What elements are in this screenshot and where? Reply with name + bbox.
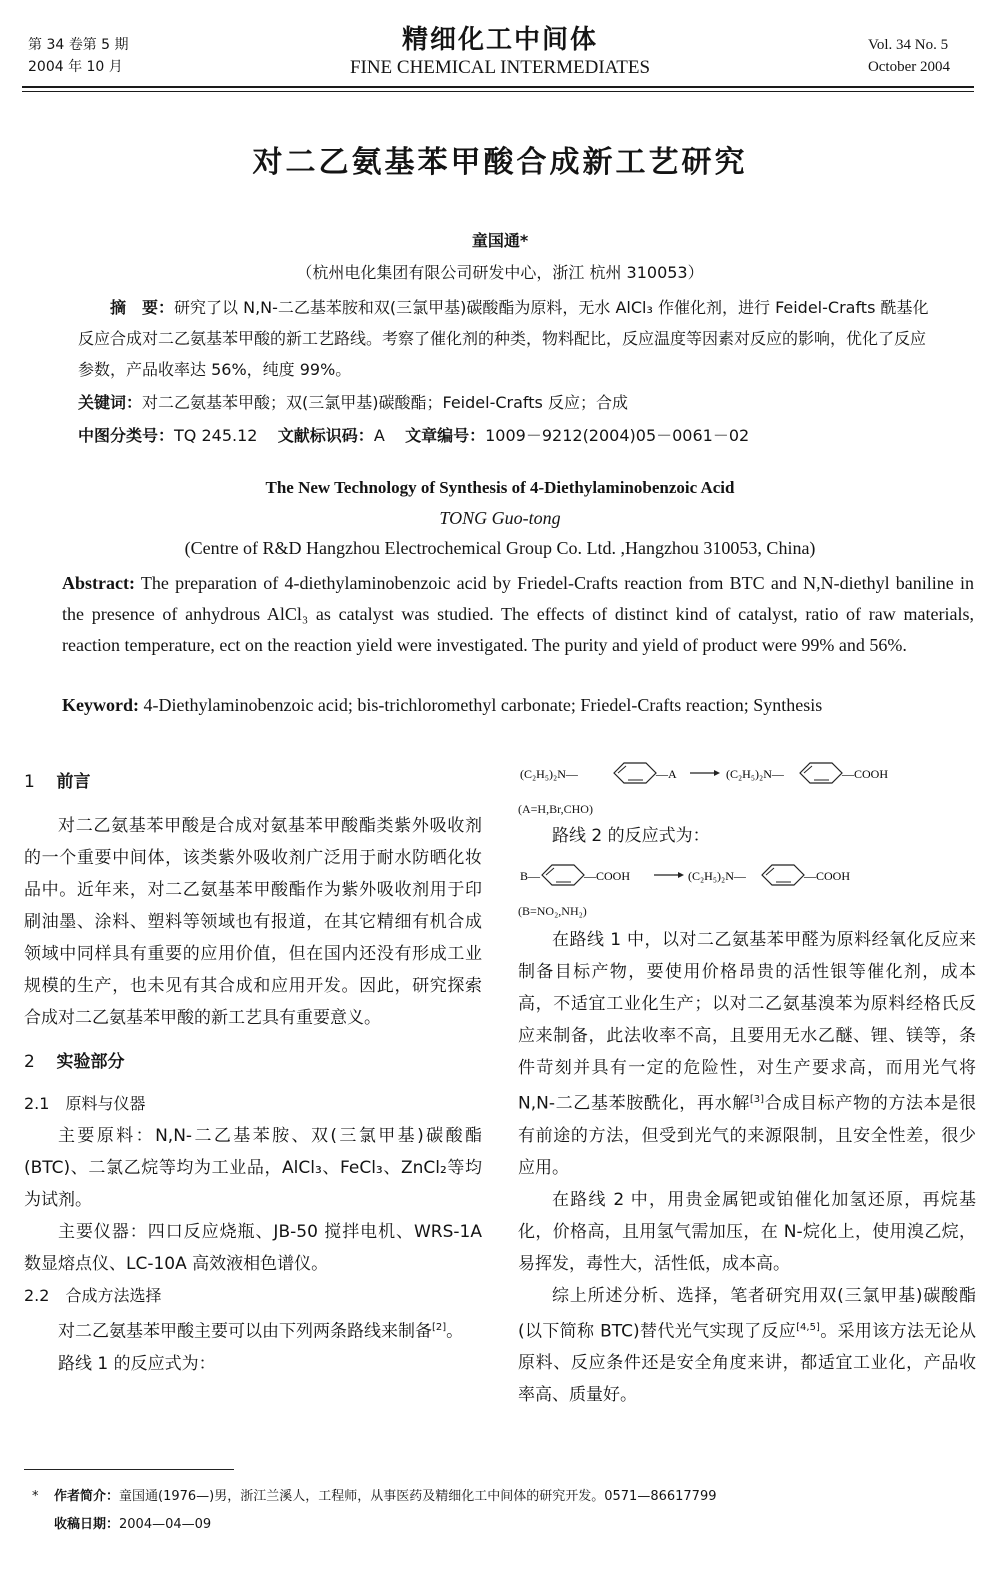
date-cn: 2004 年 10 月 bbox=[28, 59, 123, 75]
footnote-mark: * bbox=[32, 1489, 39, 1504]
section-2-heading bbox=[24, 1046, 482, 1078]
route-2-equation bbox=[518, 860, 978, 900]
header-rule-thin bbox=[22, 91, 974, 92]
keywords-en-text: 4-Diethylaminobenzoic acid; bis-trichloromethyl carbonate; Friedel-Crafts reaction; Synthesis bbox=[138, 695, 823, 715]
affiliation-cn: （杭州电化集团有限公司研发中心，浙江 杭州 310053） bbox=[296, 263, 704, 282]
left-column bbox=[24, 766, 482, 1380]
date-en: October 2004 bbox=[867, 59, 950, 75]
route-1-discussion bbox=[518, 924, 976, 1184]
abstract-en-text: The preparation of 4-diethylaminobenzoic acid by Friedel-Crafts reaction from BTC and N,N-diethyl baniline in the presence of anhydrous AlCl₃ as catalyst was studied. The effects of distinct kind of catalyst, ratio of raw materials, reaction temperature, ect on the reaction yield were investigated. The purity and yield of product were 99% and 56%. bbox=[62, 573, 974, 655]
author-cn: 童国通* bbox=[471, 231, 529, 250]
citation-2: [2] bbox=[432, 1322, 447, 1333]
abstract-cn-text: 研究了以 N,N-二乙基苯胺和双(三氯甲基)碳酸酯为原料，无水 AlCl₃ 作催化剂，进行 Feidel-Crafts 酰基化反应合成对二乙氨基苯甲酸的新工艺路线。考察了催化剂的种类，物料配比，反应温度等因素对反应的影响，优化了反应参数，产品收率达 56%，纯度 99%。 bbox=[78, 298, 929, 379]
route-1-equation bbox=[518, 758, 978, 798]
route-1-discussion-b: 合成目标产物的方法本是很有前途的方法，但受到光气的来源限制，且安全性差，很少应用。 bbox=[518, 1093, 976, 1178]
paper-title-en: The New Technology of Synthesis of 4-Diethylaminobenzoic Acid bbox=[265, 478, 735, 497]
section-2-1-materials: 主要原料：N,N-二乙基苯胺、双(三氯甲基)碳酸酯(BTC)、二氯乙烷等均为工业品，AlCl₃、FeCl₃、ZnCl₂等均为试剂。 bbox=[24, 1126, 482, 1210]
author-bio bbox=[32, 1483, 717, 1511]
abstract-cn-block bbox=[78, 292, 938, 451]
section-1-paragraph: 对二乙氨基苯甲酸是合成对氨基苯甲酸酯类紫外吸收剂的一个重要中间体，该类紫外吸收剂广泛用于耐水防晒化妆品中。近年来，对二乙氨基苯甲酸酯作为紫外吸收剂用于印刷油墨、涂料、塑料等领域也有报道，在其它精细有机合成领域中同样具有重要的应用价值，但在国内还没有形成工业规模的生产，也未见有其合成和应用开发。因此，研究探索合成对二乙氨基苯甲酸的新工艺具有重要意义。 bbox=[24, 816, 482, 1028]
route-2-discussion: 在路线 2 中，用贵金属钯或铂催化加氢还原，再烷基化，价格高，且用氢气需加压，在 N-烷化上，使用溴乙烷，易挥发，毒性大，活性低，成本高。 bbox=[518, 1189, 976, 1274]
doc-code-value: A bbox=[373, 426, 385, 445]
volume-en: Vol. 34 No. 5 bbox=[867, 37, 949, 53]
author-bio-text: 童国通(1976—)男，浙江兰溪人，工程师，从事医药及精细化工中间体的研究开发。0571—86617799 bbox=[119, 1489, 717, 1504]
citation-3: [3] bbox=[749, 1094, 765, 1105]
summary-paragraph bbox=[518, 1280, 976, 1412]
keywords-en bbox=[62, 691, 974, 719]
route-2-label: 路线 2 的反应式为： bbox=[552, 826, 710, 846]
route-1-product-group: (C₂H₅)₂N— bbox=[726, 767, 784, 781]
route-1-substituent: —A bbox=[656, 767, 677, 781]
section-2-2-text: 对二乙氨基苯甲酸主要可以由下列两条路线来制备 bbox=[58, 1321, 432, 1342]
doc-code-label: 文献标识码： bbox=[277, 426, 374, 445]
section-2-2-end: 。 bbox=[446, 1321, 464, 1342]
section-1-heading bbox=[24, 766, 482, 798]
clc-value: TQ 245.12 bbox=[174, 426, 258, 445]
route-1-label: 路线 1 的反应式为： bbox=[58, 1353, 216, 1374]
keywords-cn-text: 对二乙氨基苯甲酸；双(三氯甲基)碳酸酯；Feidel-Crafts 反应；合成 bbox=[142, 393, 628, 412]
clc-label: 中图分类号： bbox=[78, 426, 175, 445]
summary-b: 。采用该方法无论从原料、反应条件还是安全角度来讲，都适宜工业化，产品收率高、质量好。 bbox=[518, 1321, 977, 1406]
article-no-label: 文章编号： bbox=[405, 426, 486, 445]
right-column bbox=[518, 924, 976, 1411]
paper-title-cn: 对二乙氨基苯甲酸合成新工艺研究 bbox=[252, 145, 748, 180]
section-2-1-instruments: 主要仪器：四口反应烧瓶、JB-50 搅拌电机、WRS-1A 数显熔点仪、LC-10A 高效液相色谱仪。 bbox=[24, 1222, 482, 1274]
benzene-ring-icon bbox=[614, 763, 656, 783]
route-1-discussion-a: 在路线 1 中，以对二乙氨基苯甲醛为原料经氧化反应来制备目标产物，要使用价格昂贵的活性银等催化剂，成本高，不适宜工业化生产；以对二乙氨基溴苯为原料经格氏反应来制备，此法收率不高，且要用无水乙醚、锂、镁等，条件苛刻并具有一定的危险性，对生产要求高，而用光气将 N,N-二乙基苯胺酰化，再水解 bbox=[518, 930, 976, 1114]
route-1-product-tail: —COOH bbox=[842, 767, 889, 781]
abstract-en bbox=[62, 568, 974, 661]
abstract-cn-label: 摘 要： bbox=[110, 298, 175, 317]
keywords-en-label: Keyword: bbox=[62, 695, 139, 715]
header-right bbox=[868, 34, 950, 78]
summary-a: 综上所述分析、选择，笔者研究用双(三氯甲基)碳酸酯(以下简称 BTC)替代光气实现了反应 bbox=[518, 1285, 976, 1342]
author-en: TONG Guo-tong bbox=[439, 508, 561, 528]
reaction-arrow-icon bbox=[654, 872, 684, 878]
abstract-en-label: Abstract: bbox=[62, 573, 135, 593]
route-2-label-block bbox=[518, 820, 976, 852]
issue-cn: 第 34 卷第 5 期 bbox=[28, 37, 129, 53]
received-date-label: 收稿日期： bbox=[54, 1517, 120, 1532]
journal-masthead bbox=[0, 24, 1000, 80]
author-bio-label: 作者简介： bbox=[54, 1489, 120, 1504]
section-2-1-heading: 2.1 原料与仪器 bbox=[24, 1094, 146, 1113]
section-1-title: 前言 bbox=[56, 772, 91, 792]
benzene-ring-icon bbox=[542, 865, 584, 885]
section-1-number: 1 bbox=[24, 772, 35, 792]
route-2-product-group: (C₂H₅)₂N— bbox=[688, 869, 746, 883]
route-2-substituent: —COOH bbox=[584, 869, 631, 883]
route-1-note: (A=H,Br,CHO) bbox=[518, 802, 593, 816]
citation-4-5: [4,5] bbox=[796, 1321, 820, 1333]
received-date-text: 2004—04—09 bbox=[119, 1517, 212, 1532]
keywords-cn-label: 关键词： bbox=[78, 393, 143, 412]
route-1-left-group: (C₂H₅)₂N— bbox=[520, 767, 578, 781]
section-2-2-paragraph bbox=[24, 1312, 482, 1348]
benzene-ring-icon bbox=[800, 763, 842, 783]
abstract-cn bbox=[78, 292, 938, 385]
footnote-rule bbox=[24, 1469, 234, 1470]
route-2-note: (B=NO₂,NH₂) bbox=[518, 904, 587, 918]
footnote bbox=[32, 1483, 717, 1539]
route-2-scheme bbox=[518, 860, 978, 919]
header-rule bbox=[22, 86, 974, 88]
reaction-arrow-icon bbox=[690, 770, 720, 776]
section-2-2-heading: 2.2 合成方法选择 bbox=[24, 1286, 162, 1305]
section-2-number: 2 bbox=[24, 1052, 35, 1072]
classification-line bbox=[78, 420, 938, 451]
received-date bbox=[54, 1511, 717, 1539]
journal-title-cn: 精细化工中间体 bbox=[401, 25, 598, 55]
route-2-product-tail: —COOH bbox=[804, 869, 851, 883]
affiliation-en: (Centre of R&D Hangzhou Electrochemical Group Co. Ltd. ,Hangzhou 310053, China) bbox=[184, 538, 816, 558]
section-2-title: 实验部分 bbox=[56, 1052, 125, 1072]
keywords-cn bbox=[78, 387, 938, 418]
route-1-scheme bbox=[518, 758, 978, 817]
route-2-left-group: B— bbox=[520, 869, 541, 883]
article-no-value: 1009－9212(2004)05－0061－02 bbox=[485, 426, 750, 445]
journal-title-en: FINE CHEMICAL INTERMEDIATES bbox=[349, 57, 651, 78]
benzene-ring-icon bbox=[762, 865, 804, 885]
